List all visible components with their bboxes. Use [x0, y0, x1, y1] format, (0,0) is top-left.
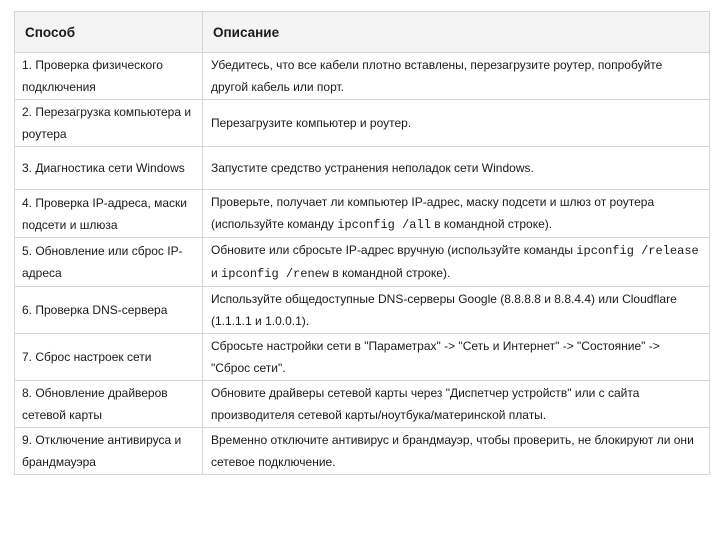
- method-cell: 4. Проверка IP-адреса, маски подсети и шлюза: [15, 190, 203, 238]
- method-cell: 1. Проверка физического подключения: [15, 53, 203, 100]
- method-cell: 5. Обновление или сброс IP-адреса: [15, 238, 203, 287]
- method-cell: 9. Отключение антивируса и брандмауэра: [15, 428, 203, 475]
- table-row: [15, 190, 710, 238]
- method-cell: 3. Диагностика сети Windows: [15, 147, 203, 190]
- table-row: [15, 428, 710, 475]
- description-cell: Сбросьте настройки сети в "Параметрах" -> "Сеть и Интернет" -> "Состояние" -> "Сброс сети".: [203, 334, 710, 381]
- description-cell: [203, 190, 710, 238]
- description-cell: Убедитесь, что все кабели плотно вставлены, перезагрузите роутер, попробуйте другой кабель или порт.: [203, 53, 710, 100]
- description-text: и: [211, 266, 222, 280]
- table-header-row: [15, 12, 710, 53]
- method-cell: 8. Обновление драйверов сетевой карты: [15, 381, 203, 428]
- column-header-method: Способ: [15, 12, 203, 53]
- table-row: [15, 287, 710, 334]
- description-cell: Обновите драйверы сетевой карты через "Диспетчер устройств" или с сайта производителя сетевой карты/ноутбука/материнской платы.: [203, 381, 710, 428]
- command-code: ipconfig /release: [576, 244, 699, 258]
- method-cell: 2. Перезагрузка компьютера и роутера: [15, 100, 203, 147]
- table-row: [15, 238, 710, 287]
- description-text: Проверьте, получает ли компьютер IP-адрес, маску подсети и шлюз от роутера (используйте команду: [211, 195, 655, 231]
- description-cell: Используйте общедоступные DNS-серверы Google (8.8.8.8 и 8.8.4.4) или Cloudflare (1.1.1.1 и 1.0.0.1).: [203, 287, 710, 334]
- table-row: [15, 53, 710, 100]
- table-row: [15, 100, 710, 147]
- method-cell: 6. Проверка DNS-сервера: [15, 287, 203, 334]
- description-text: Обновите или сбросьте IP-адрес вручную (используйте команды: [211, 243, 577, 257]
- method-cell: 7. Сброс настроек сети: [15, 334, 203, 381]
- command-code: ipconfig /renew: [221, 267, 330, 281]
- description-cell: [203, 238, 710, 287]
- description-text: в командной строке).: [329, 266, 451, 280]
- methods-table-container: [14, 11, 709, 475]
- methods-table: [14, 11, 710, 475]
- description-text: в командной строке).: [430, 217, 553, 231]
- table-row: [15, 147, 710, 190]
- description-cell: Перезагрузите компьютер и роутер.: [203, 100, 710, 147]
- command-code: ipconfig /all: [337, 218, 431, 232]
- table-row: [15, 334, 710, 381]
- column-header-description: Описание: [203, 12, 710, 53]
- description-cell: Запустите средство устранения неполадок сети Windows.: [203, 147, 710, 190]
- table-row: [15, 381, 710, 428]
- description-cell: Временно отключите антивирус и брандмауэр, чтобы проверить, не блокируют ли они сетевое подключение.: [203, 428, 710, 475]
